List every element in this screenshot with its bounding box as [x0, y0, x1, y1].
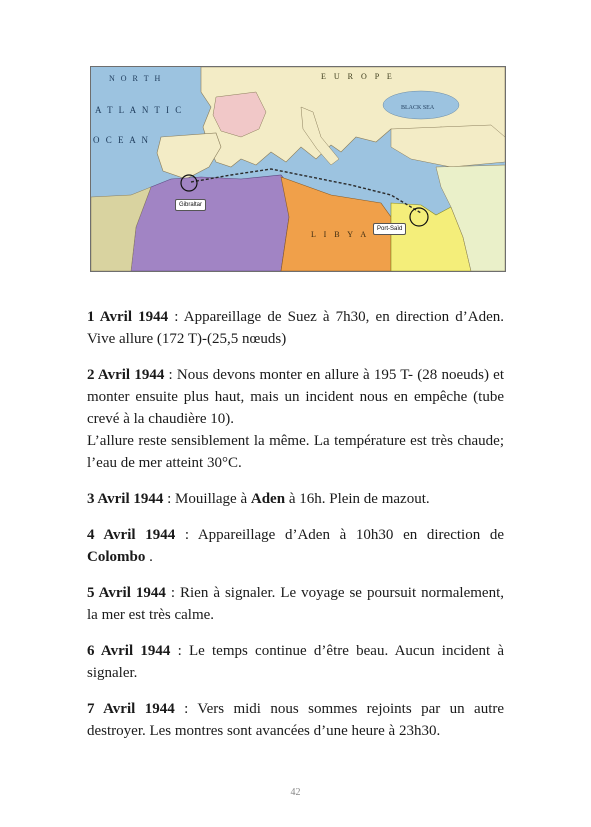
entry-text: : Mouillage à [163, 491, 251, 507]
entry-date: 7 Avril 1944 [87, 701, 175, 717]
entry-date: 3 Avril 1944 [87, 491, 164, 507]
port-said-label: Port-Saïd [373, 223, 406, 235]
map-text-north: N O R T H [109, 74, 163, 83]
entry-6 [87, 640, 504, 684]
entry-4 [87, 524, 504, 568]
map-text-europe: E U R O P E [321, 72, 395, 81]
entry-date: 5 Avril 1944 [87, 585, 166, 601]
diary-entries [87, 306, 504, 756]
gibraltar-label: Gibraltar [175, 199, 206, 211]
entry-date: 6 Avril 1944 [87, 643, 171, 659]
entry-text: : Le temps continue d’être beau. Aucun incident à signaler. [87, 643, 504, 681]
entry-text: : Appareillage de Suez à 7h30, en direction d’Aden. Vive allure (172 T)-(25,5 nœuds) [87, 309, 504, 347]
entry-5 [87, 582, 504, 626]
entry-text: : Rien à signaler. Le voyage se poursuit normalement, la mer est très calme. [87, 585, 504, 623]
entry-text-continued: L’allure reste sensiblement la même. La température est très chaude; l’eau de mer atteint 30°C. [87, 433, 504, 471]
map-text-libya: L I B Y A [311, 230, 370, 239]
mediterranean-map [90, 66, 506, 272]
entry-text: . [145, 549, 153, 565]
entry-text: à 16h. Plein de mazout. [285, 491, 430, 507]
map-text-black-sea: BLACK SEA [401, 105, 435, 111]
entry-text: : Appareillage d’Aden à 10h30 en direction de [175, 527, 505, 543]
map-text-ocean: O C E A N [93, 135, 151, 145]
entry-text: : Vers midi nous sommes rejoints par un autre destroyer. Les montres sont avancées d’une heure à 23h30. [87, 701, 505, 739]
entry-date: 1 Avril 1944 [87, 309, 169, 325]
entry-2 [87, 364, 504, 474]
page-number: 42 [290, 787, 301, 798]
entry-7 [87, 698, 504, 742]
entry-3 [87, 488, 504, 510]
entry-date: 4 Avril 1944 [87, 527, 176, 543]
place-name: Colombo [87, 549, 146, 565]
entry-text: : Nous devons monter en allure à 195 T- (28 noeuds) et monter ensuite plus haut, mais un incident nous en empêche (tube crevé à la chaudière 10). [87, 367, 505, 427]
map-graphic [91, 67, 505, 271]
map-text-atlantic: A T L A N T I C [95, 105, 184, 115]
entry-date: 2 Avril 1944 [87, 367, 165, 383]
entry-1 [87, 306, 504, 350]
place-name: Aden [250, 491, 286, 507]
